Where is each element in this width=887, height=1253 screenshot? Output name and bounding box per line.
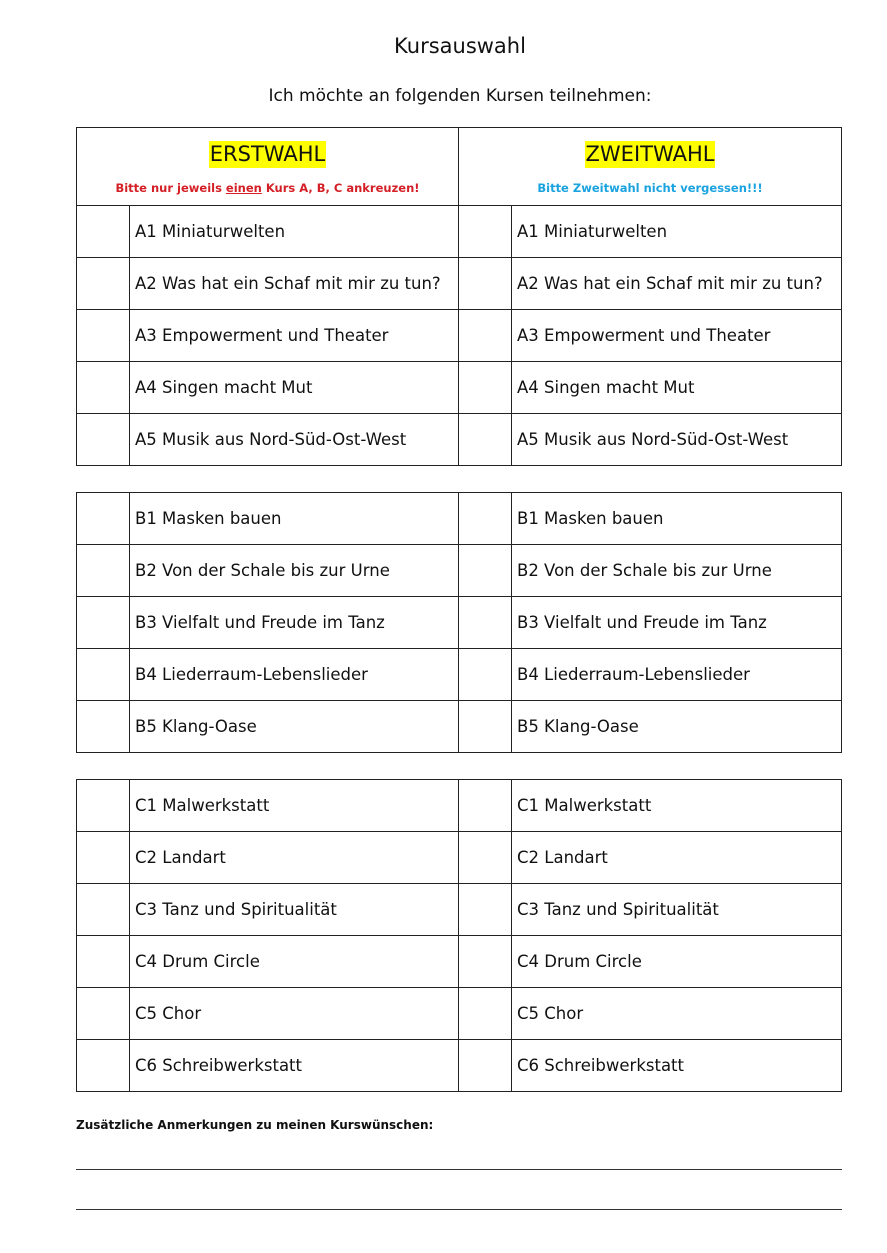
first-choice-note-after: Kurs A, B, C ankreuzen! [261, 180, 420, 195]
second-choice-checkbox-a2[interactable] [459, 258, 512, 310]
table-row [77, 832, 842, 884]
second-choice-note: Bitte Zweitwahl nicht vergessen!!! [537, 180, 763, 195]
table-row [77, 884, 842, 936]
course-name: B2 Von der Schale bis zur Urne [512, 545, 842, 597]
first-choice-checkbox-b2[interactable] [77, 545, 130, 597]
course-name: B1 Masken bauen [512, 493, 842, 545]
course-name: B3 Vielfalt und Freude im Tanz [130, 597, 459, 649]
course-name: C3 Tanz und Spiritualität [130, 884, 459, 936]
course-name: A4 Singen macht Mut [512, 362, 842, 414]
first-choice-checkbox-c6[interactable] [77, 1040, 130, 1092]
course-name: A1 Miniaturwelten [512, 206, 842, 258]
second-choice-checkbox-b1[interactable] [459, 493, 512, 545]
first-choice-note [77, 181, 458, 195]
course-name: C5 Chor [512, 988, 842, 1040]
course-name: C2 Landart [130, 832, 459, 884]
first-choice-label: ERSTWAHL [209, 141, 326, 166]
first-choice-checkbox-c5[interactable] [77, 988, 130, 1040]
table-row [77, 1040, 842, 1092]
second-choice-checkbox-c4[interactable] [459, 936, 512, 988]
table-row [77, 649, 842, 701]
course-name: B4 Liederraum-Lebenslieder [130, 649, 459, 701]
course-name: B5 Klang-Oase [512, 701, 842, 753]
course-name: A2 Was hat ein Schaf mit mir zu tun? [512, 258, 842, 310]
second-choice-checkbox-a1[interactable] [459, 206, 512, 258]
first-choice-checkbox-b1[interactable] [77, 493, 130, 545]
second-choice-checkbox-c2[interactable] [459, 832, 512, 884]
choice-header-table [76, 127, 842, 206]
page-title: Kursauswahl [394, 34, 526, 58]
course-name: A2 Was hat ein Schaf mit mir zu tun? [130, 258, 459, 310]
first-choice-checkbox-a5[interactable] [77, 414, 130, 466]
course-name: A1 Miniaturwelten [130, 206, 459, 258]
first-choice-checkbox-b4[interactable] [77, 649, 130, 701]
table-row [77, 310, 842, 362]
course-name: A3 Empowerment und Theater [512, 310, 842, 362]
course-table-c [76, 779, 842, 1092]
course-name: C5 Chor [130, 988, 459, 1040]
first-choice-checkbox-a1[interactable] [77, 206, 130, 258]
second-choice-checkbox-c1[interactable] [459, 780, 512, 832]
first-choice-note-emphasis: einen [225, 180, 262, 195]
table-row [77, 414, 842, 466]
first-choice-header [77, 128, 459, 206]
first-choice-checkbox-b3[interactable] [77, 597, 130, 649]
table-row [77, 780, 842, 832]
table-row [77, 258, 842, 310]
second-choice-checkbox-b2[interactable] [459, 545, 512, 597]
first-choice-checkbox-a3[interactable] [77, 310, 130, 362]
table-row [77, 936, 842, 988]
first-choice-checkbox-a4[interactable] [77, 362, 130, 414]
second-choice-checkbox-b4[interactable] [459, 649, 512, 701]
course-name: B3 Vielfalt und Freude im Tanz [512, 597, 842, 649]
table-row [77, 545, 842, 597]
first-choice-checkbox-c3[interactable] [77, 884, 130, 936]
course-name: C6 Schreibwerkstatt [130, 1040, 459, 1092]
course-name: C1 Malwerkstatt [130, 780, 459, 832]
course-table-a [76, 205, 842, 466]
remarks-line-2[interactable] [76, 1209, 842, 1210]
first-choice-checkbox-a2[interactable] [77, 258, 130, 310]
first-choice-checkbox-c2[interactable] [77, 832, 130, 884]
second-choice-header [459, 128, 842, 206]
course-name: C4 Drum Circle [512, 936, 842, 988]
course-name: B1 Masken bauen [130, 493, 459, 545]
table-row [77, 362, 842, 414]
course-name: B4 Liederraum-Lebenslieder [512, 649, 842, 701]
remarks-label: Zusätzliche Anmerkungen zu meinen Kurswünschen: [76, 1118, 434, 1132]
first-choice-note-before: Bitte nur jeweils [115, 180, 226, 195]
second-choice-checkbox-a5[interactable] [459, 414, 512, 466]
course-name: A3 Empowerment und Theater [130, 310, 459, 362]
course-name: A4 Singen macht Mut [130, 362, 459, 414]
first-choice-checkbox-b5[interactable] [77, 701, 130, 753]
course-name: C4 Drum Circle [130, 936, 459, 988]
second-choice-checkbox-b5[interactable] [459, 701, 512, 753]
table-row [77, 701, 842, 753]
course-name: C2 Landart [512, 832, 842, 884]
table-row [77, 597, 842, 649]
remarks-line-1[interactable] [76, 1169, 842, 1170]
second-choice-checkbox-c5[interactable] [459, 988, 512, 1040]
second-choice-checkbox-c3[interactable] [459, 884, 512, 936]
course-name: B2 Von der Schale bis zur Urne [130, 545, 459, 597]
second-choice-checkbox-a3[interactable] [459, 310, 512, 362]
first-choice-checkbox-c1[interactable] [77, 780, 130, 832]
second-choice-checkbox-c6[interactable] [459, 1040, 512, 1092]
course-name: C1 Malwerkstatt [512, 780, 842, 832]
course-name: A5 Musik aus Nord-Süd-Ost-West [512, 414, 842, 466]
second-choice-checkbox-b3[interactable] [459, 597, 512, 649]
table-row [77, 493, 842, 545]
table-row [77, 206, 842, 258]
table-row [77, 988, 842, 1040]
first-choice-checkbox-c4[interactable] [77, 936, 130, 988]
course-name: C3 Tanz und Spiritualität [512, 884, 842, 936]
second-choice-label: ZWEITWAHL [585, 141, 715, 166]
course-name: B5 Klang-Oase [130, 701, 459, 753]
course-name: A5 Musik aus Nord-Süd-Ost-West [130, 414, 459, 466]
second-choice-checkbox-a4[interactable] [459, 362, 512, 414]
page-subtitle: Ich möchte an folgenden Kursen teilnehmen: [268, 86, 652, 106]
course-table-b [76, 492, 842, 753]
course-name: C6 Schreibwerkstatt [512, 1040, 842, 1092]
